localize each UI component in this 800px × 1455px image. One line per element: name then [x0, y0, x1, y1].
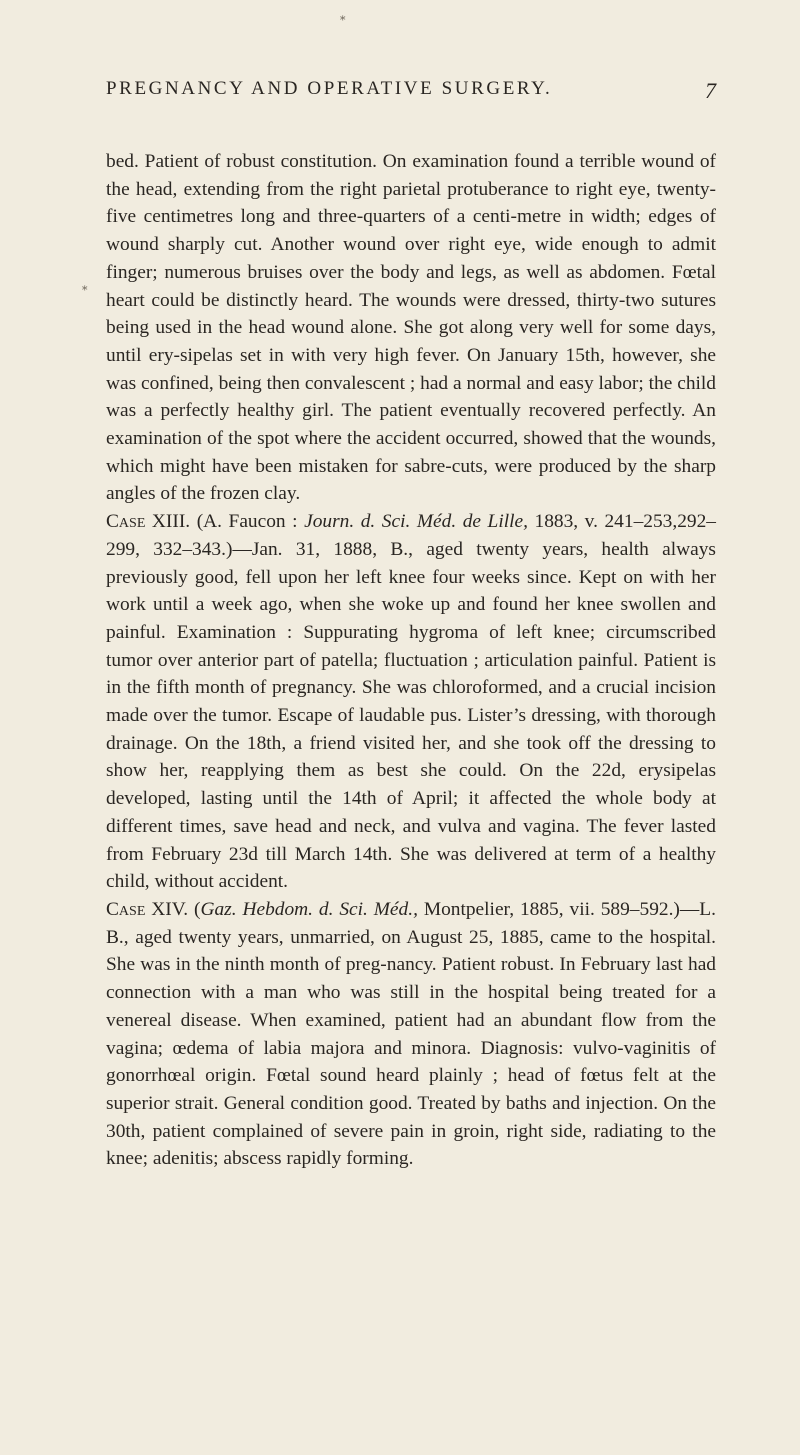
paragraph-case-xiii: [106, 508, 716, 896]
running-header: [106, 78, 716, 103]
paragraph-text: —L. B., aged twenty years, unmarried, on August 25, 1885, came to the hospital. She was in the ninth month of preg-nancy. Patient robust. In February last had connection with a man who was still in the hospital being treated for a venereal disease. When examined, patient had an abundant flow from the vagina; œdema of labia majora and minora. Diagnosis: vulvo-vaginitis of gonorrhœal origin. Fœtal sound heard plainly ; head of fœtus felt at the superior strait. General condition good. Treated by baths and injection. On the 30th, patient complained of severe pain in groin, right side, radiating to the knee; adenitis; abscess rapidly forming.: [106, 898, 716, 1170]
citation-tail: 1883, v. 241–253,292–299, 332–343.): [106, 511, 716, 560]
citation-lead: (: [194, 898, 201, 920]
print-speck: ⁎: [340, 11, 346, 23]
print-speck: ⁎: [82, 281, 88, 293]
citation-tail: Montpelier, 1885, vii. 589–592.): [423, 898, 680, 920]
case-label: Case XIV.: [106, 898, 189, 920]
citation-journal: Journ. d. Sci. Méd. de Lille,: [304, 511, 528, 533]
paragraph-case-xiv: [106, 896, 716, 1173]
paragraph-text: bed. Patient of robust constitution. On examination found a terrible wound of the head, extending from the right parietal protuberance to right eye, twenty-five centimetres long and three-quarters of a centi-metre in width; edges of wound sharply cut. Another wound over right eye, wide enough to admit finger; numerous bruises over the body and legs, as well as abdomen. Fœtal heart could be distinctly heard. The wounds were dressed, thirty-two sutures being used in the head wound alone. She got along very well for some days, until ery-sipelas set in with very high fever. On January 15th, however, she was confined, being then convalescent ; had a normal and easy labor; the child was a perfectly healthy girl. The patient eventually recovered perfectly. An examination of the spot where the accident occurred, showed that the wounds, which might have been mistaken for sabre-cuts, were produced by the sharp angles of the frozen clay.: [106, 151, 716, 505]
paragraph-text: —Jan. 31, 1888, B., aged twenty years, health always previously good, fell upon her left knee four weeks since. Kept on with her work until a week ago, when she woke up and found her knee swollen and painful. Examination : Suppurating hygroma of left knee; circumscribed tumor over anterior part of patella; fluctuation ; articulation painful. Patient is in the fifth month of pregnancy. She was chloroformed, and a crucial incision made over the tumor. Escape of laudable pus. Lister’s dressing, with thorough drainage. On the 18th, a friend visited her, and she took off the dressing to show her, reapplying them as best she could. On the 22d, erysipelas developed, lasting until the 14th of April; it affected the whole body at different times, save head and neck, and vulva and vagina. The fever lasted from February 23d till March 14th. She was delivered at term of a healthy child, without accident.: [106, 538, 716, 893]
case-label: Case XIII.: [106, 511, 191, 533]
running-title: PREGNANCY AND OPERATIVE SURGERY.: [106, 78, 553, 99]
page-number: 7: [705, 78, 716, 103]
paragraph-continuation: [106, 148, 716, 508]
citation-lead: (A. Faucon :: [196, 511, 298, 533]
body-text: [106, 148, 716, 1173]
citation-journal: Gaz. Hebdom. d. Sci. Méd.,: [200, 898, 418, 920]
